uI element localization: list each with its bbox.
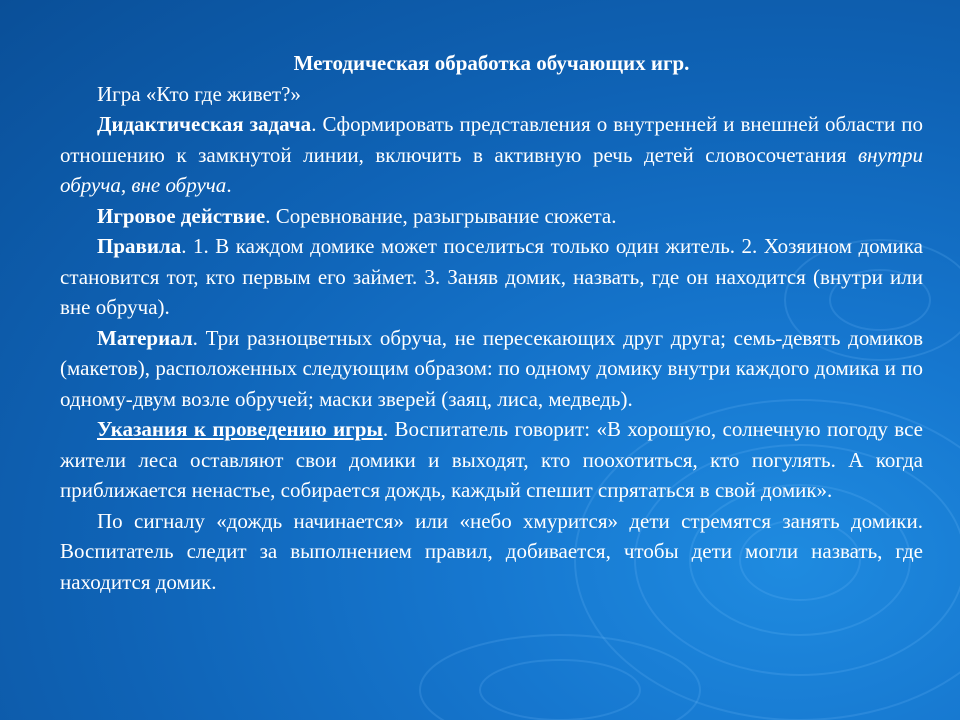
didactic-task-text: . Сформировать представления о внутренней и внешней области по отношению к замкнутой линии, включить в активную речь детей словосочетания bbox=[60, 112, 923, 167]
instructions-text: . Воспитатель говорит: «В хорошую, солнечную погоду все жители леса оставляют свои домики и выходят, кто поохотиться, кто погулять. А когда приближается ненастье, собирается дождь, каждый спешит спрятаться в свой домик». bbox=[60, 417, 923, 502]
game-action-paragraph bbox=[60, 201, 923, 232]
rules-text: . 1. В каждом домике может поселиться только один житель. 2. Хозяином домика становится тот, кто первым его займет. 3. Заняв домик, назвать, где он находится (внутри или вне обруча). bbox=[60, 234, 923, 319]
didactic-task-paragraph bbox=[60, 109, 923, 201]
didactic-task-end: . bbox=[226, 173, 232, 197]
didactic-task-italic: внутри обруча, вне обруча bbox=[60, 142, 923, 197]
instructions-term: Указания к проведению игры bbox=[97, 417, 383, 441]
rules-paragraph bbox=[60, 231, 923, 323]
final-paragraph: По сигналу «дождь начинается» или «небо хмурится» дети стремятся занять домики. Воспитатель следит за выполнением правил, добивается, чтобы дети могли назвать, где находится домик. bbox=[60, 508, 923, 594]
slide-title: Методическая обработка обучающих игр. bbox=[293, 51, 690, 75]
material-term: Материал bbox=[97, 325, 193, 350]
didactic-task-term: Дидактическая задача bbox=[97, 112, 312, 136]
material-paragraph bbox=[60, 323, 923, 415]
rules-term: Правила bbox=[97, 234, 182, 258]
slide-text-body bbox=[60, 48, 923, 597]
instructions-paragraph bbox=[60, 414, 923, 506]
game-name: Игра «Кто где живет?» bbox=[97, 81, 301, 106]
game-action-text: . Соревнование, разыгрывание сюжета. bbox=[265, 203, 617, 228]
game-action-term: Игровое действие bbox=[97, 203, 266, 228]
material-text: . Три разноцветных обруча, не пересекающих друг друга; семь-девять домиков (макетов), расположенных следующим образом: по одному домику внутри каждого домика и по одному-двум возле обручей; маски зверей (заяц, лиса, медведь). bbox=[60, 325, 923, 411]
